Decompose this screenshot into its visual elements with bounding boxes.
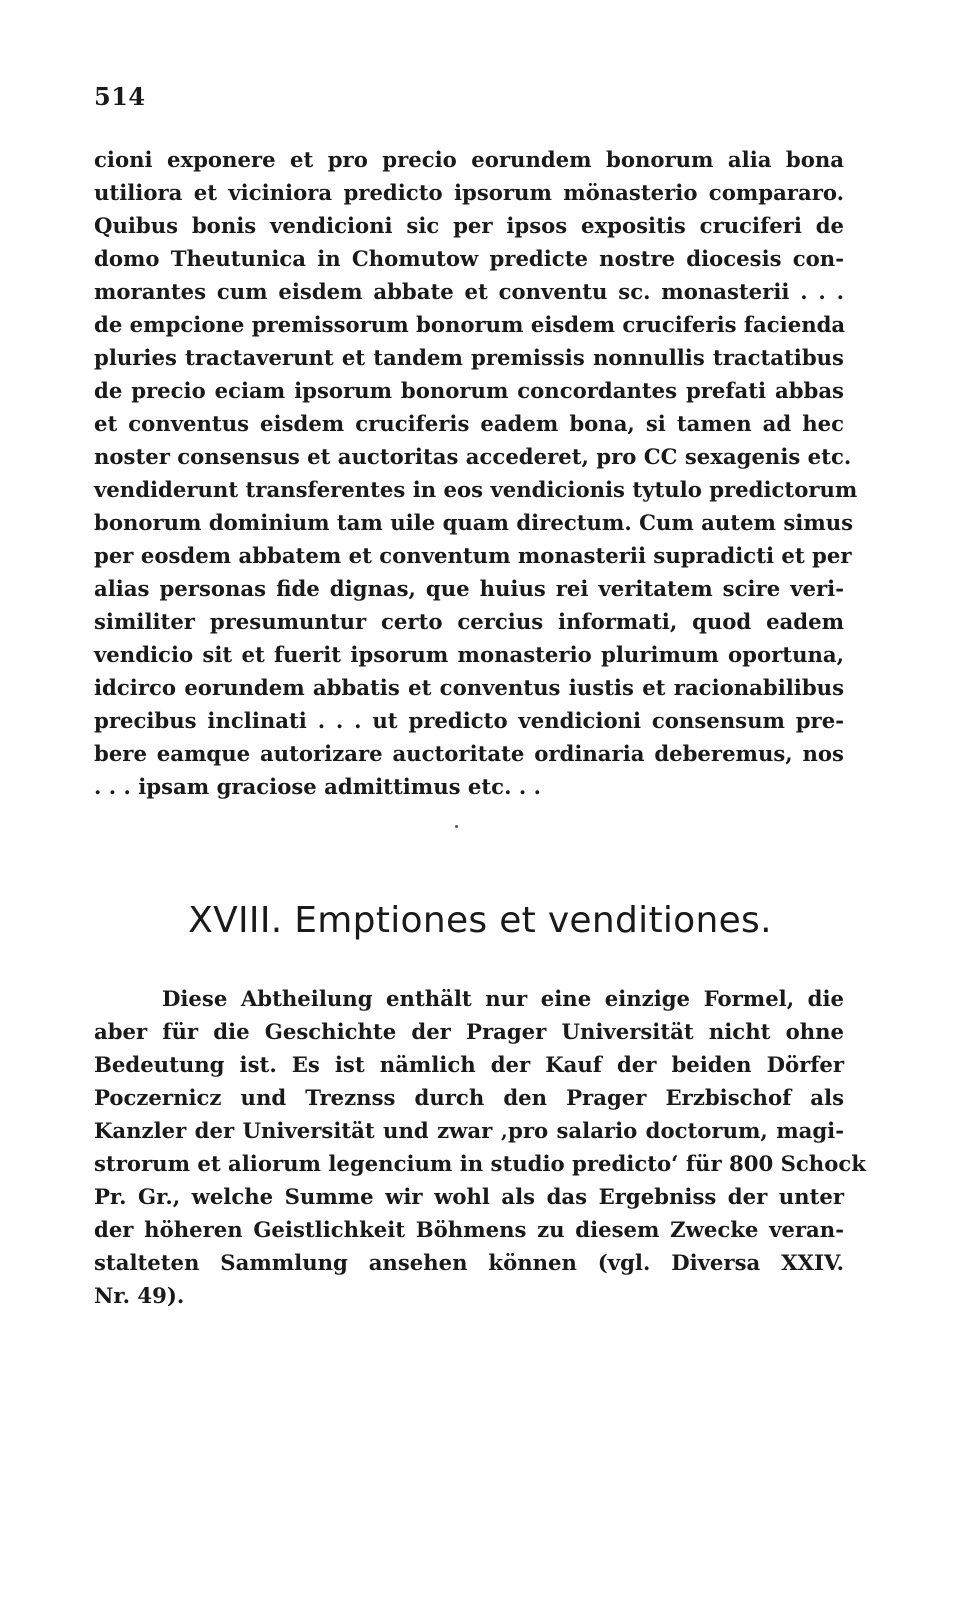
text-line: Diese Abtheilung enthält nur eine einzige Formel, die bbox=[162, 986, 844, 1011]
text-line: utiliora et viciniora predicto ipsorum mönasterio compararo. bbox=[94, 180, 844, 205]
text-line: Nr. 49). bbox=[94, 1283, 185, 1308]
text-line: morantes cum eisdem abbate et conventu sc. monasterii . . . bbox=[94, 279, 844, 304]
german-text-block bbox=[94, 982, 866, 1312]
text-line: . . . ipsam graciose admittimus etc. . . bbox=[94, 774, 541, 799]
text-line: et conventus eisdem cruciferis eadem bona, si tamen ad hec bbox=[94, 411, 844, 436]
text-line: precibus inclinati . . . ut predicto vendicioni consensum pre- bbox=[94, 708, 844, 733]
text-line: vendicio sit et fuerit ipsorum monasterio plurimum oportuna, bbox=[94, 642, 844, 667]
page-number: 514 bbox=[94, 82, 146, 111]
text-line: similiter presumuntur certo cercius informati, quod eadem bbox=[94, 609, 844, 634]
text-line: cioni exponere et pro precio eorundem bonorum alia bona bbox=[94, 147, 844, 172]
text-line: Pr. Gr., welche Summe wir wohl als das Ergebniss der unter bbox=[94, 1184, 844, 1209]
text-line: de empcione premissorum bonorum eisdem cruciferis facienda bbox=[94, 312, 846, 337]
text-line: aber für die Geschichte der Prager Universität nicht ohne bbox=[94, 1019, 844, 1044]
text-line: vendiderunt transferentes in eos vendicionis tytulo predictorum bbox=[94, 477, 858, 502]
latin-text-block bbox=[94, 143, 858, 803]
stray-dot bbox=[455, 825, 458, 828]
section-heading: XVIII. Emptiones et venditiones. bbox=[188, 900, 772, 941]
text-line: idcirco eorundem abbatis et conventus iustis et racionabilibus bbox=[94, 675, 844, 700]
text-line: Bedeutung ist. Es ist nämlich der Kauf der beiden Dörfer bbox=[94, 1052, 844, 1077]
text-line: noster consensus et auctoritas accederet, pro CC sexagenis etc. bbox=[94, 444, 852, 469]
text-line: Poczernicz und Treznss durch den Prager Erzbischof als bbox=[94, 1085, 844, 1110]
text-line: strorum et aliorum legencium in studio predicto‘ für 800 Schock bbox=[94, 1151, 866, 1176]
text-line: bonorum dominium tam uile quam directum. Cum autem simus bbox=[94, 510, 854, 535]
text-line: pluries tractaverunt et tandem premissis nonnullis tractatibus bbox=[94, 345, 844, 370]
text-line: stalteten Sammlung ansehen können (vgl. Diversa XXIV. bbox=[94, 1250, 844, 1275]
text-line: domo Theutunica in Chomutow predicte nostre diocesis con- bbox=[94, 246, 844, 271]
text-line: Kanzler der Universität und zwar ‚pro salario doctorum, magi- bbox=[94, 1118, 844, 1143]
text-line: Quibus bonis vendicioni sic per ipsos expositis cruciferi de bbox=[94, 213, 844, 238]
text-line: per eosdem abbatem et conventum monasterii supradicti et per bbox=[94, 543, 852, 568]
text-line: der höheren Geistlichkeit Böhmens zu diesem Zwecke veran- bbox=[94, 1217, 844, 1242]
text-line: bere eamque autorizare auctoritate ordinaria deberemus, nos bbox=[94, 741, 844, 766]
text-line: de precio eciam ipsorum bonorum concordantes prefati abbas bbox=[94, 378, 844, 403]
text-line: alias personas fide dignas, que huius rei veritatem scire veri- bbox=[94, 576, 844, 601]
